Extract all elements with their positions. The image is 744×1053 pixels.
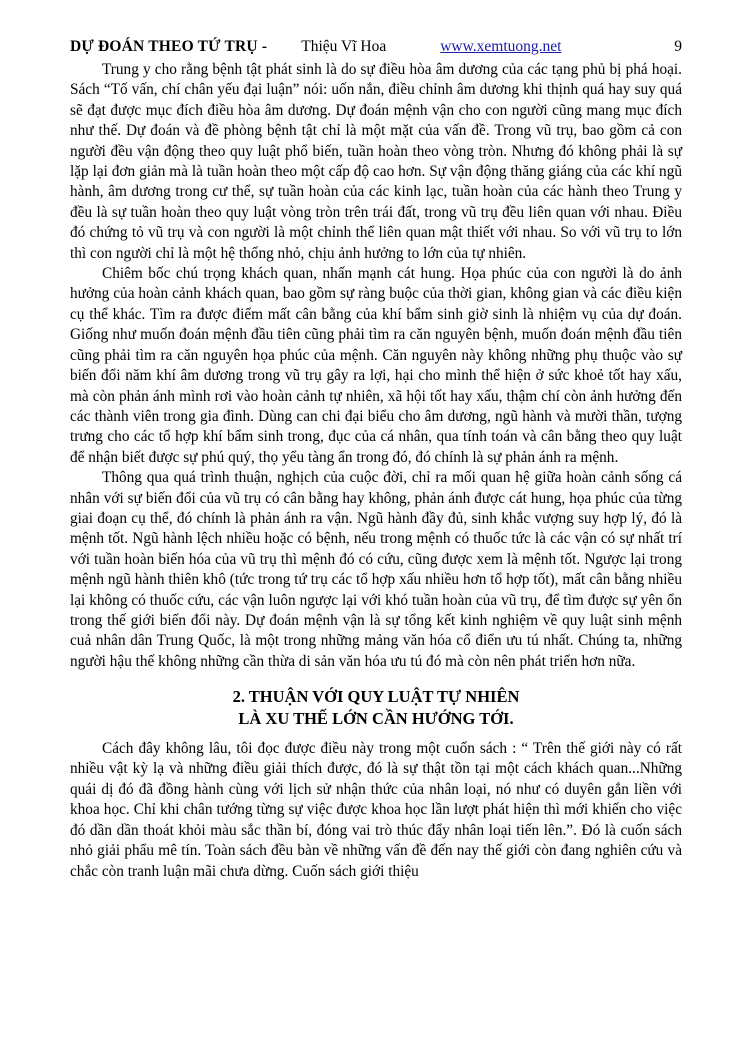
section-heading-line-2: LÀ XU THẾ LỚN CẦN HƯỚNG TỚI. xyxy=(238,708,514,728)
page-number: 9 xyxy=(674,38,682,55)
header-book-title: DỰ ĐOÁN THEO TỨ TRỤ - xyxy=(70,38,268,55)
paragraph-4: Cách đây không lâu, tôi đọc được điều này trong một cuốn sách : “ Trên thế giới này có rất nhiều vật kỳ lạ và những điều giải thích được, đó là sự thật tồn tại một cách khách quan...Những quái dị đó đã đồng hành cùng với lịch sử nhận thức của nhân loại, nó như có duyên gắn liền với khoa học. Chỉ khi chân tướng từng sự việc được khoa học lần lượt phát hiện thì mới khiến cho việc đó dần dần thoát khỏi màu sắc thần bí, đóng vai trò thúc đẩy nhân loại tiến lên.”. Đó là cuốn sách nhỏ giải phẩu mê tín. Toàn sách đều bàn về những vấn đề đến nay thế giới còn đang nghiên cứu và chắc còn tranh luận mãi chưa dừng. Cuốn sách giới thiệu xyxy=(70,740,682,880)
paragraph-2: Chiêm bốc chú trọng khách quan, nhấn mạnh cát hung. Họa phúc của con người là do ảnh hưởng của hoàn cảnh khách quan, bao gồm sự ràng buộc của thời gian, không gian và các điều kiện cụ thể khác. Tìm ra được điểm mất cân bằng của khí bẩm sinh giờ sinh là nhiệm vụ của dự đoán. Giống như muốn đoán mệnh đầu tiên cũng phải tìm ra căn nguyên bệnh, muốn đoán mệnh đầu tiên cũng phải tìm ra căn nguyên họa phúc của mệnh. Căn nguyên này không những phụ thuộc vào sự biến đổi năm khí âm dương trong vũ trụ gây ra lợi, hại cho mình thể hiện ở sức khoẻ tốt hay xấu, mà còn phản ánh mình rơi vào hoàn cảnh tự nhiên, xã hội tốt hay xấu, thậm chí còn ảnh hưởng đến các thành viên trong gia đình. Dùng can chi đại biểu cho âm dương, ngũ hành và mười thần, tượng trưng cho các tổ hợp khí bẩm sinh trong, đục của cá nhân, qua tính toán và cân bằng theo quy luật để nhận biết được sự phú quý, thọ yểu tàng ẩn trong đó, đó chính là sự phản ánh ra mệnh. xyxy=(70,265,682,466)
paragraph-3: Thông qua quá trình thuận, nghịch của cuộc đời, chỉ ra mối quan hệ giữa hoàn cảnh sống cá nhân với sự biến đổi của vũ trụ có cân bằng hay không, phản ánh được cát hung, họa phúc của từng giai đoạn cụ thể, đó chính là phản ánh ra vận. Ngũ hành đầy đủ, sinh khắc vượng suy hợp lý, đó là mệnh tốt. Ngũ hành lệch nhiều hoặc có bệnh, nếu trong mệnh có thuốc tức là các vận có sự nhất trí với tuần hoàn biến hóa của vũ trụ thì mệnh đó có cứu, cũng được xem là mệnh tốt. Ngược lại trong mệnh ngũ hành thiên khô (tức trong tứ trụ các tổ hợp xấu nhiều hơn tổ hợp tốt), mất cân bằng nhiều lại không có thuốc cứu, các vận luôn ngược lại với khó tuần hoàn của vũ trụ, để tìm được sự yên ổn trong thế giới biến đổi này. Dự đoán mệnh vận là sự tổng kết kinh nghiệm về quy luật sinh mệnh cuả nhân dân Trung Quốc, là một trong những mảng văn hóa cổ điển ưu tú nhất. Chúng ta, những người hậu thế không những cần thừa di sản văn hóa ưu tú đó mà còn nên phát triển hơn nữa. xyxy=(70,469,682,670)
section-heading xyxy=(70,686,682,729)
header-author: Thiệu Vĩ Hoa xyxy=(301,38,387,55)
section-heading-line-1: 2. THUẬN VỚI QUY LUẬT TỰ NHIÊN xyxy=(232,687,520,707)
page-body xyxy=(70,60,682,882)
paragraph-1: Trung y cho rằng bệnh tật phát sinh là do sự điều hòa âm dương của các tạng phủ bị phá hoại. Sách “Tố vấn, chí chân yếu đại luận” nói: uốn nắn, điều chỉnh âm dương khi thịnh quá hay suy quá sẽ đạt được mục đích điều hòa âm dương. Dự đoán mệnh vận cho con người cũng mang mục đích như thế. Dự đoán và đề phòng bệnh tật chỉ là một mặt của vấn đề. Trong vũ trụ, bao gồm cả con người đều vận động theo quy luật phổ biến, tuần hoàn theo vòng tròn. Nhưng đó không phải là sự lặp lại đơn giản mà là tuần hoàn theo một cấp độ cao hơn. Sự vận động thăng giáng của các khí ngũ hành, âm dương trong cư thể, sự tuần hoàn của các kinh lạc, tuần hoàn của các hành theo Trung y đều là sự tuần hoàn theo quy luật vòng tròn trên trái đất, trong vũ trụ đều liên quan với nhau. Điều đó chứng tỏ vũ trụ và con người là một chỉnh thể liên quan mật thiết với nhau. So với vũ trụ to lớn thì con người chỉ là một hệ thống nhỏ, chịu ảnh hưởng to lớn của tự nhiên. xyxy=(70,61,682,262)
page-header xyxy=(70,38,682,56)
header-website-link[interactable]: www.xemtuong.net xyxy=(440,38,562,55)
